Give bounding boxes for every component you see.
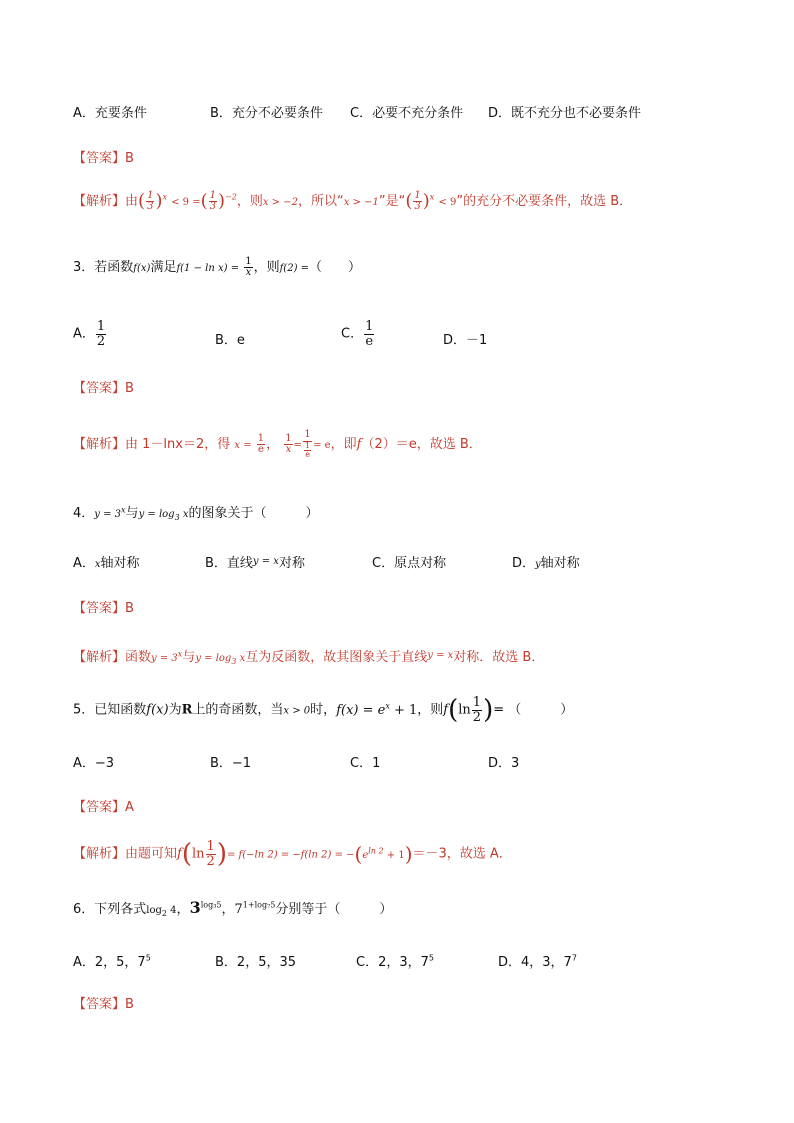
formula-part: 4 bbox=[167, 905, 177, 916]
formula-part: + 1 bbox=[383, 849, 405, 861]
denominator: x bbox=[285, 444, 292, 456]
answer-label: 【答案】 bbox=[73, 601, 126, 616]
option-text: D．4，3，7 bbox=[498, 955, 572, 970]
formula-part: < 9 bbox=[438, 197, 457, 208]
formula bbox=[151, 649, 183, 664]
fraction bbox=[244, 257, 252, 279]
option-label: A． bbox=[73, 556, 95, 571]
analysis-text: ＝－3，故选 A． bbox=[412, 846, 512, 862]
denominator: e bbox=[305, 449, 310, 459]
question-text: ，则 bbox=[253, 260, 280, 275]
formula: y = x bbox=[252, 556, 279, 567]
fraction bbox=[472, 696, 482, 724]
analysis-text: ”是“ bbox=[378, 194, 406, 209]
numerator: 1 bbox=[365, 319, 374, 334]
answer-value: A bbox=[125, 800, 134, 815]
denominator: x bbox=[245, 267, 252, 278]
formula: y = x bbox=[427, 650, 454, 661]
formula bbox=[94, 505, 126, 520]
q5-answer bbox=[73, 796, 134, 815]
q4-option-b bbox=[205, 552, 305, 571]
q5-option-c: C．1 bbox=[350, 756, 381, 771]
q5-option-b: B．−1 bbox=[210, 756, 252, 771]
option-text: 对称 bbox=[278, 556, 305, 571]
analysis-text: ，所以“ bbox=[297, 194, 344, 209]
question-text: （ ） bbox=[309, 260, 362, 275]
numerator: 1 bbox=[96, 319, 106, 334]
analysis-text: ，即 bbox=[330, 437, 357, 453]
denominator: e bbox=[365, 333, 374, 349]
question-text: 4． bbox=[73, 506, 95, 521]
q6-option-c bbox=[356, 951, 434, 970]
superscript: ln 2 bbox=[368, 846, 384, 856]
option-text: A．2，5，7 bbox=[73, 955, 146, 970]
question-text: 上的奇函数，当 bbox=[192, 702, 284, 718]
q6-answer bbox=[73, 993, 134, 1012]
q2-answer bbox=[73, 147, 134, 166]
formula: ln bbox=[458, 702, 471, 718]
fraction bbox=[284, 434, 292, 456]
q6-option-a bbox=[73, 951, 151, 970]
formula: f(2) = bbox=[279, 263, 310, 274]
analysis-text: ”的充分不必要条件，故选 B． bbox=[456, 194, 633, 209]
denominator: 2 bbox=[206, 853, 215, 869]
formula: f bbox=[177, 846, 182, 862]
q4-option-d bbox=[512, 552, 580, 571]
analysis-text: 由 1－lnx＝2，得 bbox=[125, 437, 231, 453]
analysis-text: ， bbox=[266, 437, 280, 453]
q3-question bbox=[73, 256, 361, 279]
superscript: x bbox=[177, 649, 183, 659]
superscript: x bbox=[121, 505, 126, 515]
answer-label: 【答案】 bbox=[73, 997, 126, 1012]
formula bbox=[189, 898, 222, 917]
formula-part: x bbox=[236, 653, 246, 664]
q5-analysis: 【解析】由题可知f(ln $\frac{1}{2}$ )= f(−ln 2) = −f(ln $2) = -(e^{ln 2} + 1)=-3$，故选 A． bbox=[73, 839, 512, 870]
answer-value: B bbox=[125, 381, 134, 396]
formula bbox=[139, 509, 189, 520]
q2-option-c: C．必要不充分条件 bbox=[350, 106, 464, 121]
denominator: e bbox=[257, 444, 264, 456]
q2-analysis bbox=[73, 190, 632, 213]
fraction bbox=[96, 320, 106, 348]
option-text: 轴对称 bbox=[540, 556, 580, 571]
formula: ( $\frac{1}{3}$ )$^x$ < 9 bbox=[405, 189, 457, 212]
formula-part: y = log bbox=[195, 653, 232, 664]
formula bbox=[336, 703, 417, 718]
question-text: 为 bbox=[168, 702, 182, 718]
answer-label: 【答案】 bbox=[73, 800, 126, 815]
q5-option-a: A．−3 bbox=[73, 756, 115, 771]
fraction bbox=[364, 320, 374, 348]
formula-part: y = 3 bbox=[94, 509, 122, 520]
option-label: C． bbox=[341, 326, 364, 342]
analysis-label: 【解析】 bbox=[73, 194, 126, 209]
formula: R bbox=[181, 702, 193, 718]
formula: f(1 − ln x) = bbox=[176, 263, 240, 274]
subscript: 2 bbox=[161, 909, 167, 918]
formula: = e bbox=[313, 440, 331, 452]
formula: f bbox=[443, 702, 449, 718]
superscript: 7 bbox=[571, 953, 577, 963]
analysis-label: 【解析】 bbox=[73, 437, 126, 453]
formula-part: 3 bbox=[189, 898, 201, 917]
question-text: 的图象关于（ ） bbox=[188, 506, 319, 521]
q3-answer bbox=[73, 377, 134, 396]
numerator: 1 bbox=[285, 432, 292, 444]
q5-option-d: D．3 bbox=[488, 756, 520, 771]
formula-part: y = log bbox=[138, 509, 175, 520]
question-text: 与 bbox=[125, 506, 139, 521]
analysis-label: 【解析】 bbox=[73, 846, 126, 862]
question-text: 6．下列各式 bbox=[73, 902, 147, 917]
formula-part: e bbox=[362, 849, 369, 861]
analysis-label: 【解析】 bbox=[73, 650, 126, 665]
fraction bbox=[206, 840, 216, 868]
q3-analysis bbox=[73, 430, 482, 459]
answer-label: 【答案】 bbox=[73, 151, 126, 166]
formula bbox=[235, 902, 276, 917]
formula-part: 7 bbox=[234, 902, 243, 917]
nested-fraction bbox=[304, 442, 311, 460]
question-text: = （ ） bbox=[493, 702, 574, 718]
formula bbox=[195, 653, 245, 664]
analysis-text: 与 bbox=[182, 650, 196, 665]
answer-value: B bbox=[125, 997, 134, 1012]
question-text: 分别等于（ ） bbox=[275, 902, 393, 917]
numerator: 1 bbox=[206, 839, 215, 854]
superscript: 1+log₇5 bbox=[242, 900, 276, 910]
option-label: A． bbox=[73, 326, 95, 342]
question-text: 满足 bbox=[150, 260, 177, 275]
analysis-text: ，则 bbox=[236, 194, 263, 209]
formula-part: f(x) = e bbox=[336, 702, 386, 718]
superscript: x bbox=[385, 701, 390, 711]
analysis-text: （2）＝e，故选 B． bbox=[361, 437, 482, 453]
option-text: 轴对称 bbox=[100, 556, 140, 571]
q4-analysis bbox=[73, 646, 544, 666]
fraction bbox=[257, 434, 265, 456]
question-text: ， bbox=[221, 902, 235, 917]
q2-option-b: B．充分不必要条件 bbox=[210, 106, 323, 121]
superscript: log₃5 bbox=[200, 900, 222, 910]
option-label: B．直线 bbox=[205, 556, 253, 571]
analysis-text: 由题可知 bbox=[125, 846, 178, 862]
formula-part: x bbox=[179, 509, 189, 520]
q3-option-d: D．－1 bbox=[443, 333, 488, 348]
q5-question: 5．已知函数f(x)为R上的奇函数，当x > 0时，$f(x) = e^x + 1$，则f(ln $\frac{1}{2}$ )= （ ） bbox=[73, 695, 574, 726]
superscript: 5 bbox=[145, 953, 151, 963]
formula: x bbox=[94, 559, 101, 570]
question-text: 时， bbox=[310, 702, 337, 718]
formula: x > −1 bbox=[343, 197, 379, 208]
q6-option-b: B．2，5，35 bbox=[215, 955, 297, 970]
formula-part: < 9 = bbox=[171, 197, 201, 208]
formula: ln bbox=[192, 846, 205, 862]
q4-option-a bbox=[73, 552, 140, 571]
denominator: 2 bbox=[96, 333, 106, 349]
formula: x > 0 bbox=[283, 705, 311, 717]
answer-value: B bbox=[125, 601, 134, 616]
question-text: ，则 bbox=[417, 702, 444, 718]
q6-option-d bbox=[498, 951, 577, 970]
analysis-text: 对称．故选 B． bbox=[453, 650, 545, 665]
superscript: 5 bbox=[428, 953, 434, 963]
formula: ( $\frac{1}{3}$ )$^x$ < 9 =( $\frac{1}{3}$ )$^{-2}$ bbox=[138, 189, 237, 212]
formula-part: + 1 bbox=[389, 702, 418, 718]
formula: y bbox=[535, 559, 541, 570]
analysis-text: 由 bbox=[125, 194, 139, 209]
answer-label: 【答案】 bbox=[73, 381, 126, 396]
question-text: 3．若函数 bbox=[73, 260, 134, 275]
formula: x > −2 bbox=[262, 197, 298, 208]
numerator: 1 bbox=[257, 432, 265, 444]
formula: f(x) bbox=[133, 263, 151, 274]
numerator: 1 bbox=[472, 695, 482, 710]
subscript: 3 bbox=[231, 657, 237, 666]
numerator: 1 bbox=[304, 429, 311, 440]
option-label: D． bbox=[512, 556, 536, 571]
answer-value: B bbox=[125, 151, 134, 166]
formula: = f(−ln 2) = −f(ln 2) = − bbox=[226, 849, 355, 861]
q6-question bbox=[73, 898, 392, 918]
q3-option-a bbox=[73, 320, 107, 348]
q4-answer bbox=[73, 597, 134, 616]
formula: = bbox=[293, 440, 303, 452]
question-text: 5．已知函数 bbox=[73, 702, 147, 718]
q2-option-d: D．既不充分也不必要条件 bbox=[488, 106, 642, 121]
q3-option-b: B．e bbox=[215, 333, 245, 348]
subscript: 3 bbox=[174, 513, 180, 522]
denominator: 2 bbox=[472, 709, 482, 725]
q4-option-c: C．原点对称 bbox=[372, 556, 447, 571]
formula: f(x) bbox=[146, 702, 169, 718]
fraction bbox=[303, 430, 312, 459]
formula: f bbox=[356, 437, 362, 453]
formula-part: log bbox=[146, 905, 162, 916]
formula: x = bbox=[234, 440, 252, 452]
q3-option-c bbox=[341, 320, 375, 348]
formula bbox=[146, 905, 176, 916]
formula bbox=[362, 846, 405, 861]
analysis-text: 互为反函数，故其图象关于直线 bbox=[245, 650, 428, 665]
analysis-text: 函数 bbox=[125, 650, 152, 665]
q4-question bbox=[73, 502, 319, 522]
question-text: ， bbox=[176, 902, 190, 917]
formula-part: y = 3 bbox=[151, 653, 178, 664]
numerator: 1 bbox=[305, 440, 311, 450]
q2-option-a: A．充要条件 bbox=[73, 106, 147, 121]
option-text: C．2，3，7 bbox=[356, 955, 429, 970]
numerator: 1 bbox=[245, 255, 252, 267]
